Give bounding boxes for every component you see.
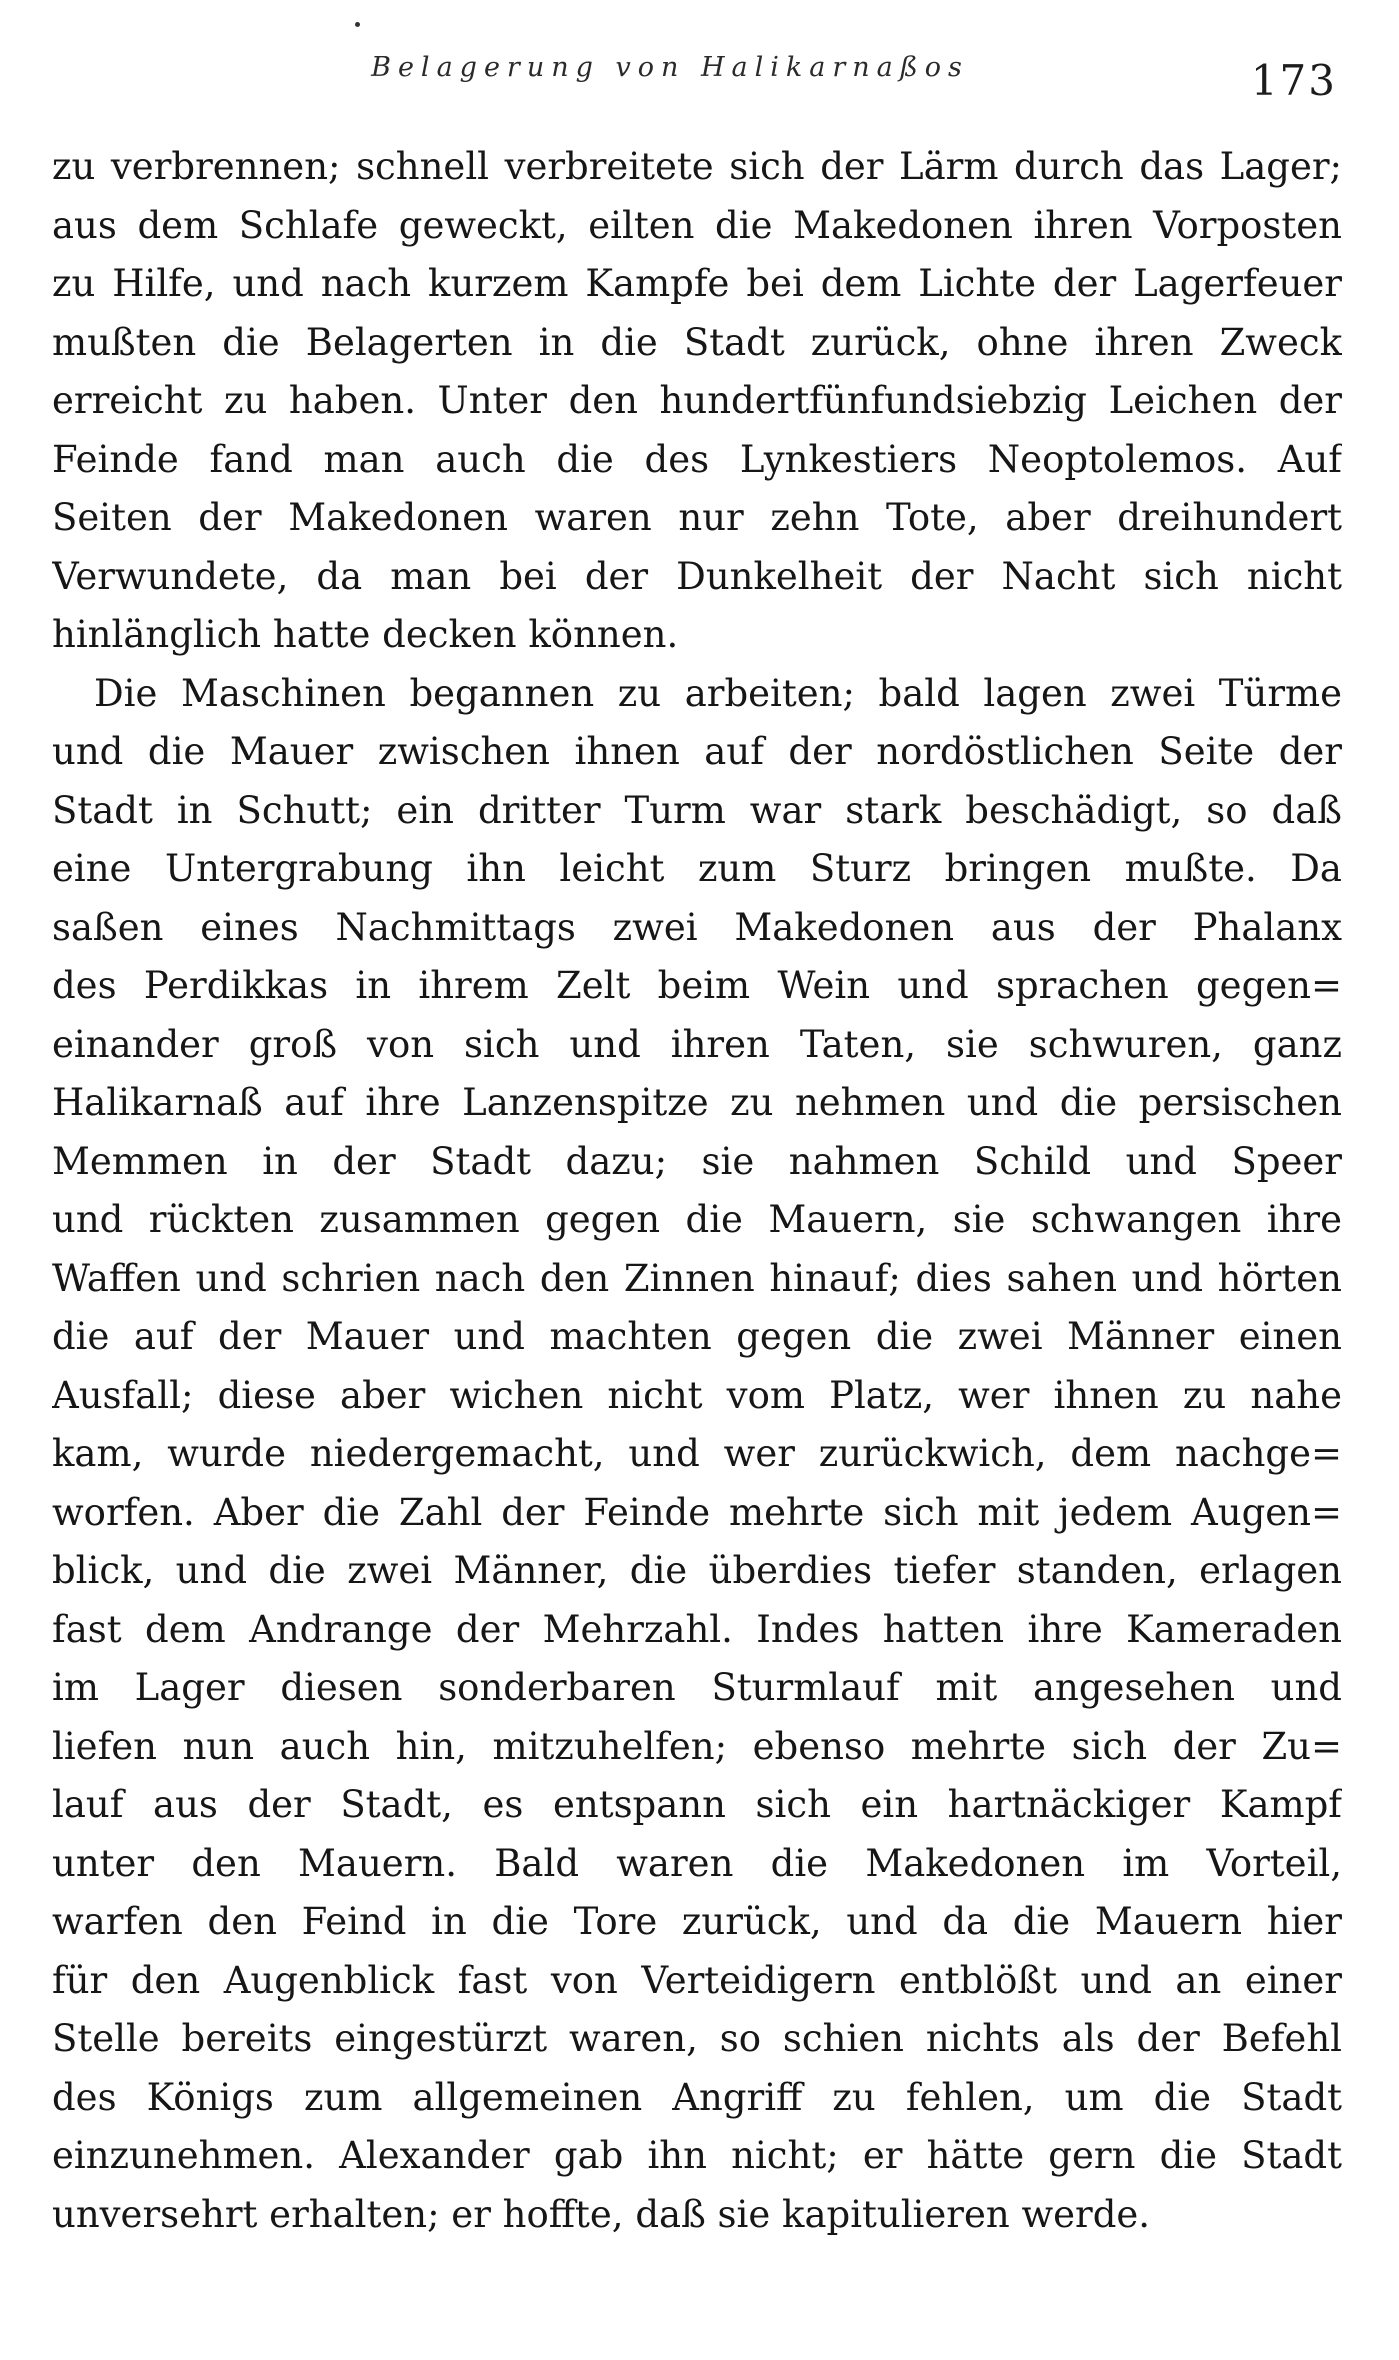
text-line: blick, und die zwei Männer, die überdies tiefer standen, erlagen bbox=[52, 1549, 1342, 1592]
text-line: lauf aus der Stadt, es entspann sich ein hartnäckiger Kampf bbox=[52, 1783, 1342, 1826]
text-line: Feinde fand man auch die des Lynkestiers Neoptolemos. Auf bbox=[52, 437, 1342, 481]
text-line: mußten die Belagerten in die Stadt zurück, ohne ihren Zweck bbox=[52, 320, 1342, 364]
text-line: Waffen und schrien nach den Zinnen hinauf; dies sahen und hörten bbox=[52, 1256, 1342, 1300]
text-line: im Lager diesen sonderbaren Sturmlauf mit angesehen und bbox=[52, 1666, 1342, 1709]
text-line: kam, wurde niedergemacht, und wer zurückwich, dem nachge= bbox=[52, 1432, 1342, 1475]
paragraph-end-line: unversehrt erhalten; er hoffte, daß sie kapitulieren werde. bbox=[52, 2192, 1151, 2236]
page-number: 173 bbox=[1250, 56, 1337, 105]
text-line: zu verbrennen; schnell verbreitete sich der Lärm durch das Lager; bbox=[52, 145, 1342, 188]
text-line: für den Augenblick fast von Verteidigern entblößt und an einer bbox=[52, 1958, 1342, 2002]
text-line: liefen nun auch hin, mitzuhelfen; ebenso mehrte sich der Zu= bbox=[52, 1724, 1342, 1768]
text-line: Memmen in der Stadt dazu; sie nahmen Schild und Speer bbox=[52, 1139, 1342, 1183]
body-text bbox=[52, 138, 1342, 2244]
text-line: Verwundete, da man bei der Dunkelheit der Nacht sich nicht bbox=[52, 554, 1342, 598]
text-line: Stadt in Schutt; ein dritter Turm war stark beschädigt, so daß bbox=[52, 788, 1342, 832]
text-line: erreicht zu haben. Unter den hundertfünfundsiebzig Leichen der bbox=[52, 379, 1342, 422]
text-line: einzunehmen. Alexander gab ihn nicht; er hätte gern die Stadt bbox=[52, 2134, 1342, 2177]
text-line: worfen. Aber die Zahl der Feinde mehrte sich mit jedem Augen= bbox=[52, 1490, 1342, 1534]
text-line: zu Hilfe, und nach kurzem Kampfe bei dem Lichte der Lagerfeuer bbox=[52, 262, 1342, 305]
text-line: die auf der Mauer und machten gegen die zwei Männer einen bbox=[52, 1315, 1342, 1358]
text-line: Ausfall; diese aber wichen nicht vom Platz, wer ihnen zu nahe bbox=[52, 1373, 1342, 1417]
text-line: aus dem Schlafe geweckt, eilten die Makedonen ihren Vorposten bbox=[52, 203, 1342, 247]
text-line: fast dem Andrange der Mehrzahl. Indes hatten ihre Kameraden bbox=[52, 1607, 1342, 1651]
text-line: eine Untergrabung ihn leicht zum Sturz bringen mußte. Da bbox=[52, 847, 1342, 890]
text-line: warfen den Feind in die Tore zurück, und da die Mauern hier bbox=[52, 1900, 1342, 1943]
text-line: des Königs zum allgemeinen Angriff zu fehlen, um die Stadt bbox=[52, 2075, 1342, 2119]
text-line: Seiten der Makedonen waren nur zehn Tote, aber dreihundert bbox=[52, 496, 1342, 539]
ink-speck bbox=[355, 22, 360, 27]
running-head: Belagerung von Halikarnaßos bbox=[371, 52, 969, 83]
text-line: Stelle bereits eingestürzt waren, so schien nichts als der Befehl bbox=[52, 2017, 1342, 2060]
text-line: des Perdikkas in ihrem Zelt beim Wein und sprachen gegen= bbox=[52, 964, 1342, 1007]
text-line: und rückten zusammen gegen die Mauern, sie schwangen ihre bbox=[52, 1198, 1342, 1241]
text-line: saßen eines Nachmittags zwei Makedonen aus der Phalanx bbox=[52, 905, 1342, 949]
text-line: unter den Mauern. Bald waren die Makedonen im Vorteil, bbox=[52, 1841, 1342, 1885]
text-line: einander groß von sich und ihren Taten, sie schwuren, ganz bbox=[52, 1022, 1342, 1066]
paragraph-start-line: Die Maschinen begannen zu arbeiten; bald lagen zwei Türme bbox=[94, 671, 1342, 715]
paragraph-end-line: hinlänglich hatte decken können. bbox=[52, 613, 679, 656]
text-line: und die Mauer zwischen ihnen auf der nordöstlichen Seite der bbox=[52, 730, 1342, 773]
text-line: Halikarnaß auf ihre Lanzenspitze zu nehmen und die persischen bbox=[52, 1081, 1342, 1124]
